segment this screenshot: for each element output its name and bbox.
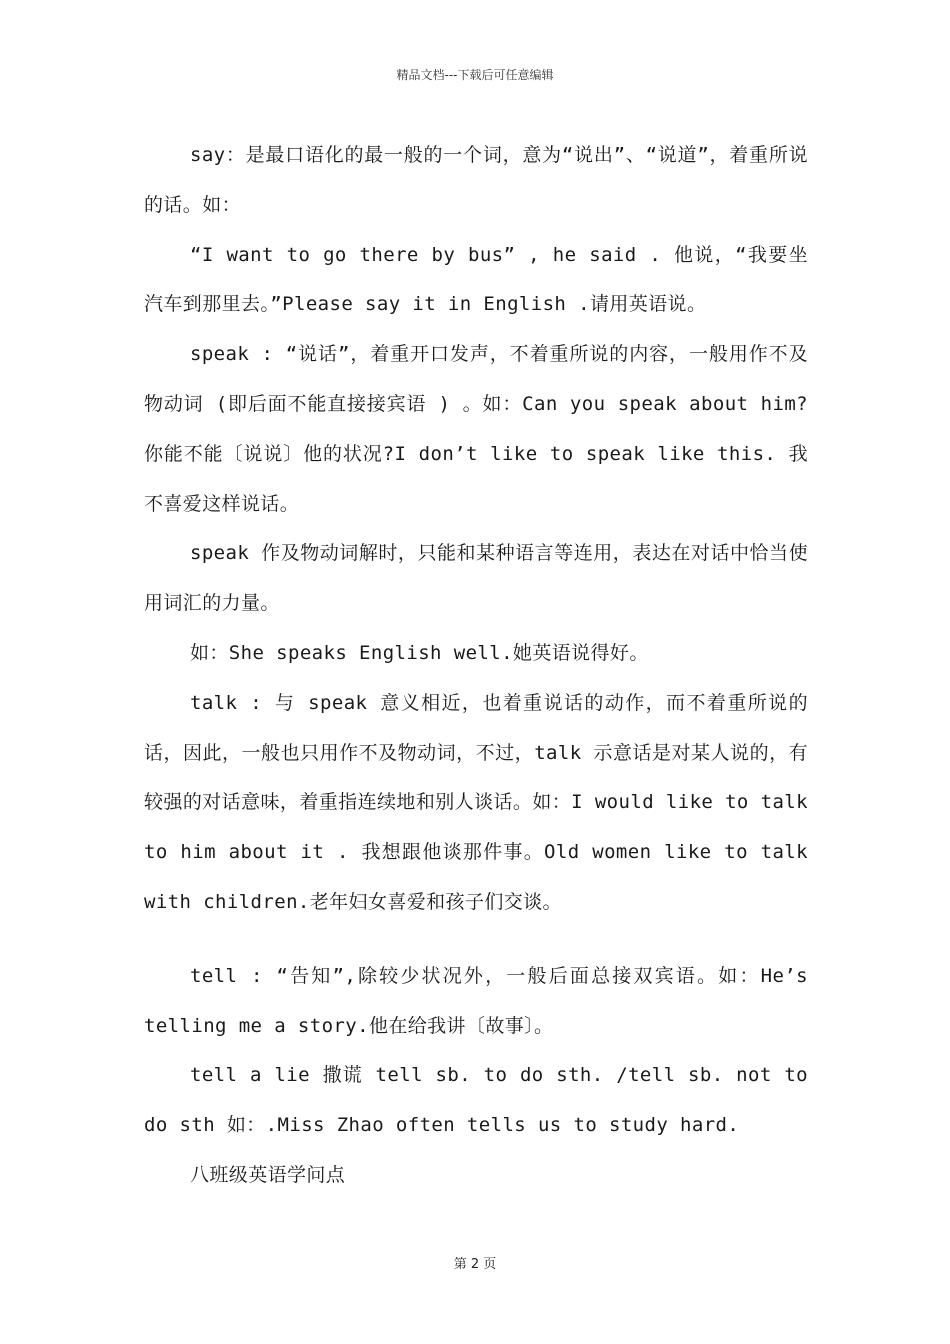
document-body xyxy=(144,131,808,1201)
paragraph-speak-transitive: speak 作及物动词解时，只能和某种语言等连用，表达在对话中恰当使用词汇的力量。 xyxy=(144,542,808,615)
paragraph-section-title: 八班级英语学问点 xyxy=(190,1163,346,1186)
paragraph-speak-example: 如：She speaks English well.她英语说得好。 xyxy=(190,641,649,664)
paragraph-talk: talk : 与 speak 意义相近，也着重说话的动作，而不着重所说的话，因此，一般也只用作不及物动词，不过，talk 示意话是对某人说的，有较强的对话意味，着重指连续地和别人谈话。如：I would like to talk to him about it . 我想跟他谈那件事。Old women like to talk with children.老年妇女喜爱和孩子们交谈。 xyxy=(144,691,808,913)
page-header: 精品文档---下载后可任意编辑 xyxy=(396,68,554,82)
paragraph-say: say：是最口语化的最一般的一个词，意为“说出”、“说道”，着重所说的话。如： xyxy=(144,144,808,216)
page-number: 第 2 页 xyxy=(453,1257,497,1272)
paragraph-speak: speak : “说话”，着重开口发声，不着重所说的内容，一般用作不及物动词 (即后面不能直接接宾语 ) 。如：Can you speak about him? 你能不能〔说说〕他的状况?I don’t like to speak like this. 我不喜爱这样说话。 xyxy=(144,343,808,515)
paragraph-say-example: “I want to go there by bus” , he said . 他说，“我要坐汽车到那里去。”Please say it in English .请用英语说。 xyxy=(144,243,808,316)
paragraph-tell: tell : “告知”,除较少状况外，一般后面总接双宾语。如：He’s telling me a story.他在给我讲〔故事〕。 xyxy=(144,964,808,1037)
paragraph-tell-phrases: tell a lie 撒谎 tell sb. to do sth. /tell sb. not to do sth 如：.Miss Zhao often tells us to study hard. xyxy=(144,1064,808,1137)
